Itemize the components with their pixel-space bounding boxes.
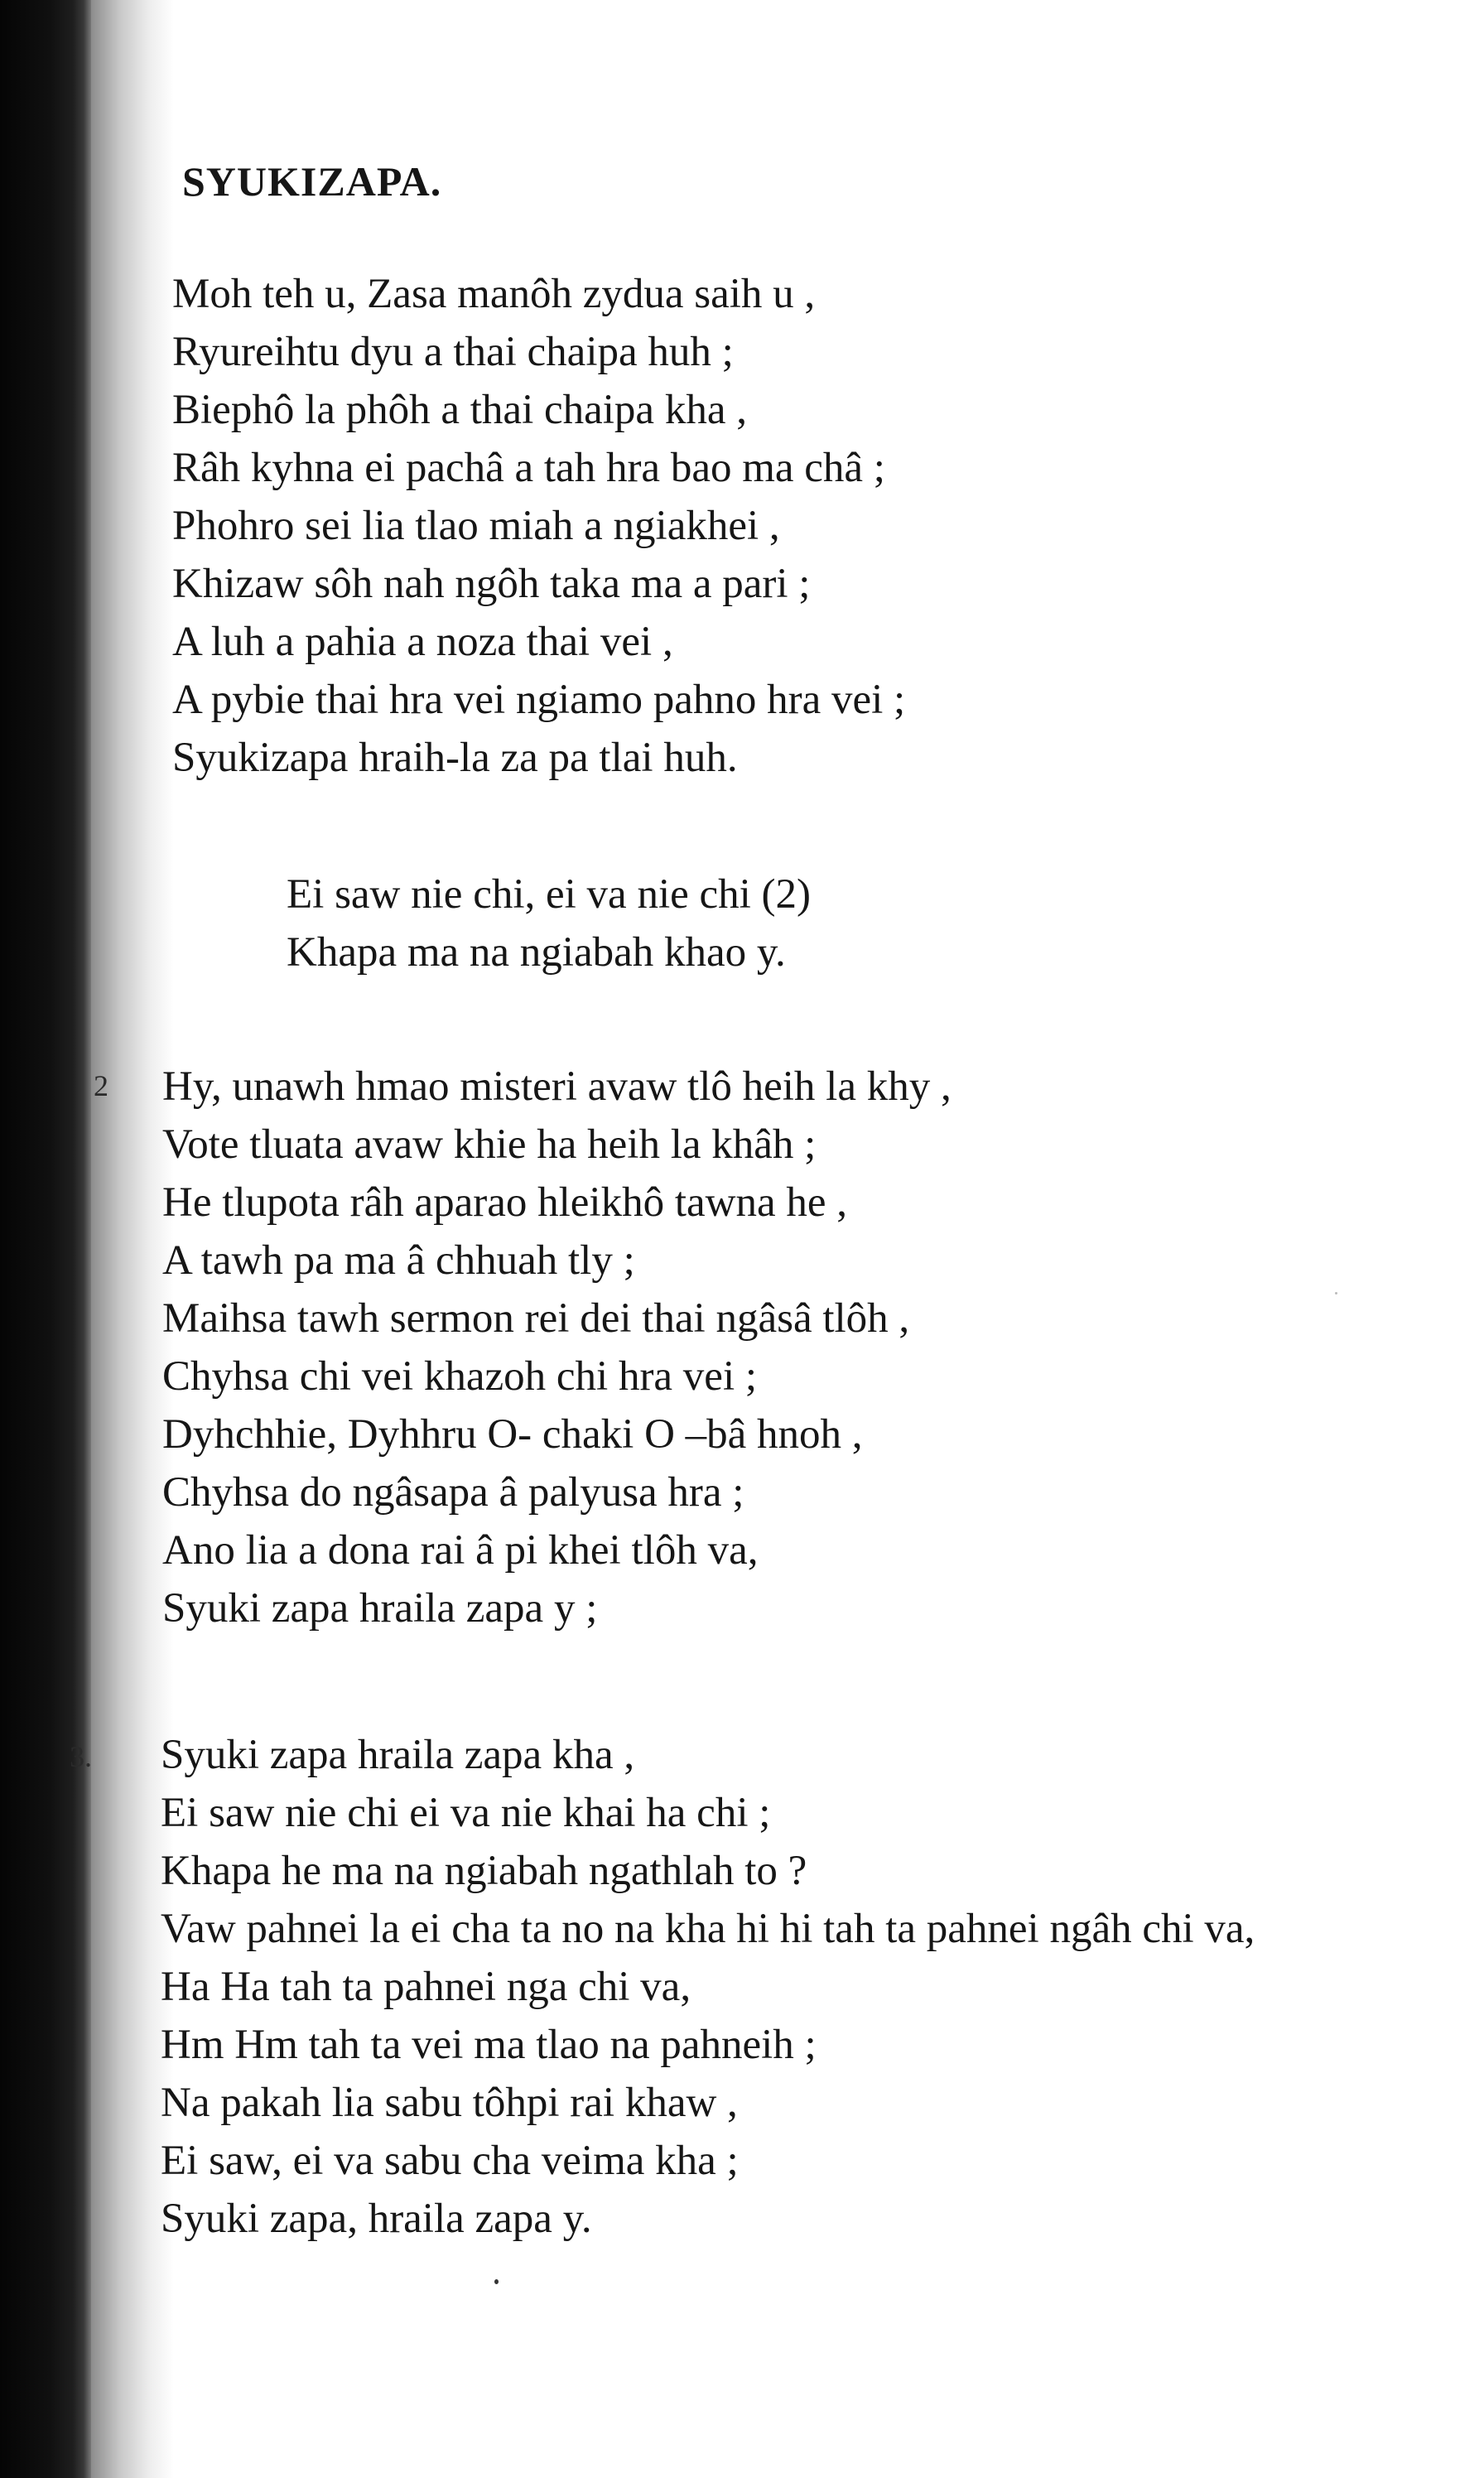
verse-line: Syukizapa hraih-la za pa tlai huh. <box>172 735 738 781</box>
verse-line: Vaw pahnei la ei cha ta no na kha hi hi tah ta pahnei ngâh chi va, <box>161 1906 1255 1952</box>
verse-line: Syuki zapa hraila zapa kha , <box>161 1732 635 1778</box>
verse-line: Ano lia a dona rai â pi khei tlôh va, <box>162 1527 759 1574</box>
verse-line: Chyhsa do ngâsapa â palyusa hra ; <box>162 1469 744 1516</box>
verse-line: Chyhsa chi vei khazoh chi hra vei ; <box>162 1353 758 1400</box>
verse-line: A tawh pa ma â chhuah tly ; <box>162 1237 635 1284</box>
chorus <box>287 865 811 981</box>
verse-1 <box>172 265 905 787</box>
chorus-line: Khapa ma na ngiabah khao y. <box>287 929 786 976</box>
verse-line: A pybie thai hra vei ngiamo pahno hra vei ; <box>172 677 906 723</box>
ink-dot <box>494 2279 499 2284</box>
song-title: SYUKIZAPA. <box>182 158 442 205</box>
verse-line: Ei saw nie chi ei va nie khai ha chi ; <box>161 1790 771 1836</box>
verse-line: Ha Ha tah ta pahnei nga chi va, <box>161 1964 691 2010</box>
verse-line: Ryureihtu dyu a thai chaipa huh ; <box>172 329 734 375</box>
verse-line: Syuki zapa, hraila zapa y. <box>161 2196 592 2242</box>
verse-line: Vote tluata avaw khie ha heih la khâh ; <box>162 1121 817 1168</box>
verse-line: Khapa he ma na ngiabah ngathlah to ? <box>161 1848 807 1894</box>
verse-line: Na pakah lia sabu tôhpi rai khaw , <box>161 2080 738 2126</box>
verse-line: Syuki zapa hraila zapa y ; <box>162 1585 598 1632</box>
verse-line: Râh kyhna ei pachâ a tah hra bao ma châ ; <box>172 445 885 491</box>
verse-line: Maihsa tawh sermon rei dei thai ngâsâ tlôh , <box>162 1295 910 1342</box>
verse-3 <box>161 1726 1255 2248</box>
verse-2 <box>162 1058 952 1637</box>
verse-line: He tlupota râh aparao hleikhô tawna he , <box>162 1179 848 1226</box>
verse-line: Hy, unawh hmao misteri avaw tlô heih la khy , <box>162 1063 952 1110</box>
chorus-line: Ei saw nie chi, ei va nie chi (2) <box>287 871 812 918</box>
verse-line: Phohro sei lia tlao miah a ngiakhei , <box>172 503 780 549</box>
verse-2-number: 2 <box>94 1069 108 1102</box>
verse-3-number: 3. <box>70 1740 92 1773</box>
verse-line: Hm Hm tah ta vei ma tlao na pahneih ; <box>161 2022 817 2068</box>
paper-speck <box>1335 1292 1337 1294</box>
verse-line: Moh teh u, Zasa manôh zydua saih u , <box>172 271 816 317</box>
verse-line: Dyhchhie, Dyhhru O- chaki O –bâ hnoh , <box>162 1411 863 1458</box>
verse-line: Ei saw, ei va sabu cha veima kha ; <box>161 2138 739 2184</box>
verse-line: Biephô la phôh a thai chaipa kha , <box>172 387 747 433</box>
verse-line: Khizaw sôh nah ngôh taka ma a pari ; <box>172 561 811 607</box>
verse-line: A luh a pahia a noza thai vei , <box>172 619 673 665</box>
